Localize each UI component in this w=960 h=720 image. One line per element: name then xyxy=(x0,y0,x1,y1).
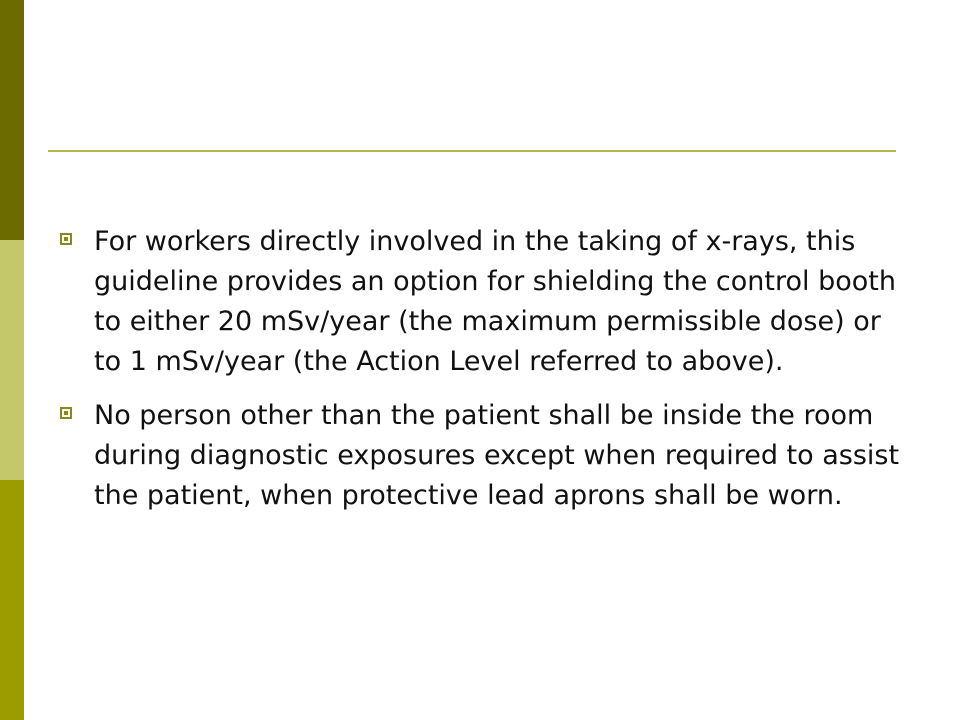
bullet-text: For workers directly involved in the taking of x-rays, this guideline provides an option for shielding the control booth to either 20 mSv/year (the maximum permissible dose) or to 1 mSv/year (the Action Level referred to above). xyxy=(94,226,896,377)
bullet-item xyxy=(58,396,908,516)
sidebar-segment-medium xyxy=(0,480,24,720)
square-bullet-icon xyxy=(60,407,72,419)
bullet-text: No person other than the patient shall be inside the room during diagnostic exposures except when required to assist the patient, when protective lead aprons shall be worn. xyxy=(94,400,900,511)
sidebar-segment-dark xyxy=(0,0,24,240)
decorative-sidebar xyxy=(0,0,24,720)
title-divider-line xyxy=(48,150,896,152)
bullet-item xyxy=(58,222,908,382)
slide-body xyxy=(58,222,908,530)
square-bullet-icon xyxy=(60,233,72,245)
sidebar-segment-light xyxy=(0,240,24,480)
